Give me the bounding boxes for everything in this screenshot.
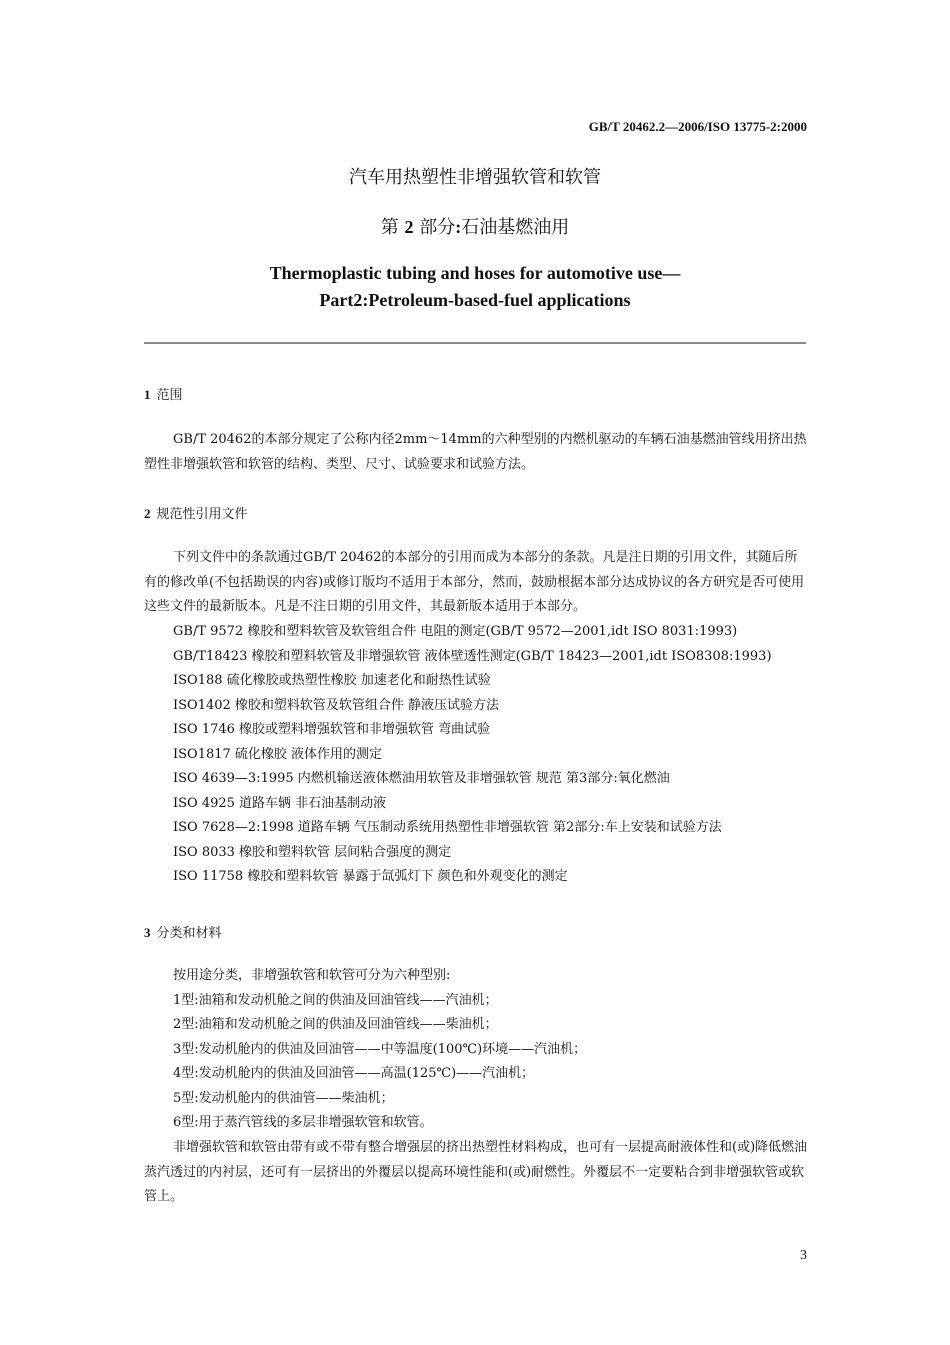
title-english-line1: Thermoplastic tubing and hoses for automotive use—: [269, 263, 681, 283]
section-3-number: 3: [144, 925, 151, 940]
standard-code: GB/T 20462.2—2006/ISO 13775-2:2000: [588, 119, 807, 134]
header-divider: [144, 342, 806, 344]
reference-item: GB/T18423 橡胶和塑料软管及非增强软管 液体壁透性测定(GB/T 18423—2001,idt ISO8308:1993): [173, 648, 772, 664]
reference-item: GB/T 9572 橡胶和塑料软管及软管组合件 电阻的测定(GB/T 9572—2001,idt ISO 8031:1993): [173, 624, 738, 639]
hose-types-list: [173, 964, 586, 1136]
page-number: 3: [800, 1248, 807, 1263]
type-item: 6型:用于蒸汽管线的多层非增强软管和软管。: [173, 1115, 433, 1130]
section-1-paragraph: GB/T 20462的本部分规定了公称内径2mm～14mm的六种型别的内燃机驱动的车辆石油基燃油管线用挤出热塑性非增强软管和软管的结构、类型、尺寸、试验要求和试验方法。: [144, 432, 807, 472]
title-chinese-part: [0, 213, 950, 239]
section-2-number: 2: [144, 506, 151, 521]
reference-item: ISO 8033 橡胶和塑料软管 层间粘合强度的测定: [173, 844, 452, 860]
reference-item: ISO 1746 橡胶或塑料增强软管和非增强软管 弯曲试验: [173, 722, 491, 737]
title-english-line2: Part2:Petroleum-based-fuel applications: [319, 290, 631, 310]
section-3-heading: [144, 922, 222, 941]
title-english: [0, 260, 950, 314]
type-item: 4型:发动机舱内的供油及回油管——高温(125℃)——汽油机；: [173, 1066, 535, 1081]
reference-item: ISO 7628—2:1998 道路车辆 气压制动系统用热塑性非增强软管 第2部分:车上安装和试验方法: [173, 820, 722, 835]
section-3-title: 分类和材料: [156, 926, 222, 941]
title-chinese-main: 汽车用热塑性非增强软管和软管: [349, 167, 601, 188]
reference-item: ISO188 硫化橡胶或热塑性橡胶 加速老化和耐热性试验: [173, 673, 491, 688]
types-intro: 按用途分类，非增强软管和软管可分为六种型别:: [173, 968, 451, 983]
reference-item: ISO 4925 道路车辆 非石油基制动液: [173, 795, 387, 811]
title-part-prefix: 第: [380, 217, 399, 238]
type-item: 1型:油箱和发动机舱之间的供油及回油管线——汽油机；: [173, 992, 498, 1008]
title-part-rest: 石油基燃油用: [461, 217, 570, 238]
reference-item: ISO1402 橡胶和塑料软管及软管组合件 静液压试验方法: [173, 697, 500, 713]
title-part-mid: 部分: [419, 217, 456, 238]
section-1-title: 范围: [156, 388, 183, 403]
reference-item: ISO 4639—3:1995 内燃机输送液体燃油用软管及非增强软管 规范 第3部分:氧化燃油: [173, 771, 670, 786]
type-item: 2型:油箱和发动机舱之间的供油及回油管线——柴油机；: [173, 1017, 498, 1032]
type-item: 3型:发动机舱内的供油及回油管——中等温度(100℃)环境——汽油机；: [173, 1041, 587, 1057]
section-1-number: 1: [144, 387, 151, 402]
title-part-number: 2: [404, 217, 414, 237]
section-1-heading: [144, 384, 183, 403]
reference-item: ISO 11758 橡胶和塑料软管 暴露于氙弧灯下 颜色和外观变化的测定: [173, 869, 568, 884]
section-3-paragraph: 非增强软管和软管由带有或不带有整合增强层的挤出热塑性材料构成，也可有一层提高耐液体性和(或)降低燃油蒸汽透过的内衬层，还可有一层挤出的外覆层以提高环境性能和(或)耐燃性。外覆层不一定要粘合到非增强软管或软管上。: [144, 1140, 808, 1204]
normative-references-list: [173, 620, 772, 890]
type-item: 5型:发动机舱内的供油管——柴油机；: [173, 1090, 394, 1106]
section-2-title: 规范性引用文件: [156, 507, 248, 522]
section-2-paragraph: 下列文件中的条款通过GB/T 20462的本部分的引用而成为本部分的条款。凡是注日期的引用文件，其随后所有的修改单(不包括勘误的内容)或修订版均不适用于本部分，然而，鼓励根据本部分达成协议的各方研究是否可使用这些文件的最新版本。凡是不注日期的引用文件，其最新版本适用于本部分。: [144, 550, 805, 614]
section-2-heading: [144, 503, 248, 522]
title-part-colon: :: [455, 217, 462, 237]
reference-item: ISO1817 硫化橡胶 液体作用的测定: [173, 746, 383, 762]
